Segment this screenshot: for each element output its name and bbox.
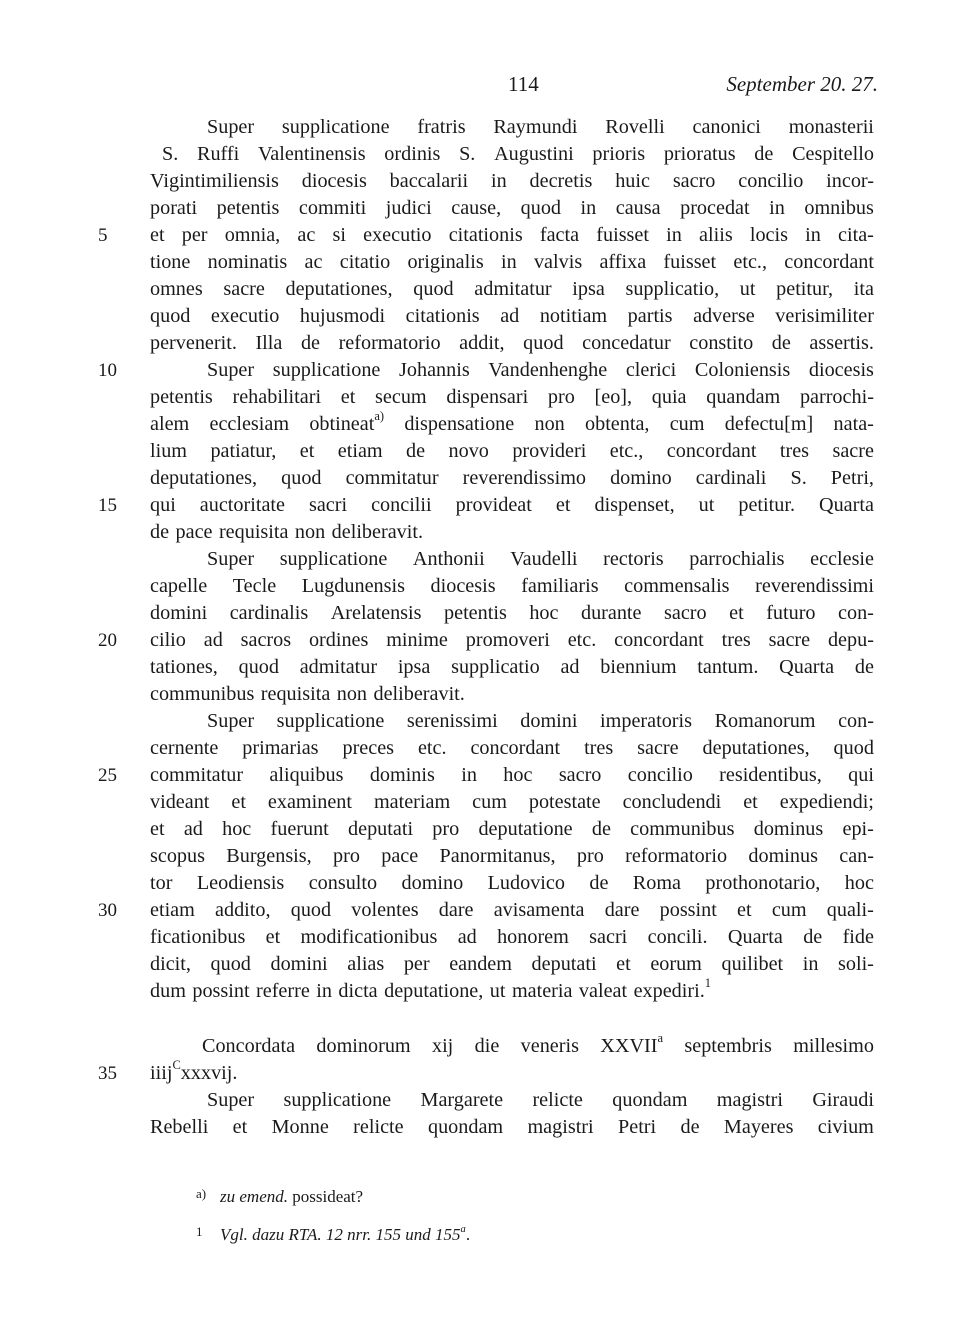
text-line: Rebelli et Monne relicte quondam magistri Petri de Mayeres civium: [150, 1116, 874, 1138]
text-line: 10 Super supplicatione Johannis Vandenhenghe clerici Coloniensis diocesis: [150, 357, 874, 384]
text-line: pervenerit. Illa de reformatorio addit, quod concedatur constito de assertis.: [150, 332, 874, 354]
text-line: Super supplicatione serenissimi domini imperatoris Romanorum con-: [207, 710, 874, 732]
text-line: deputationes, quod commitatur reverendissimo domino cardinali S. Petri,: [150, 467, 874, 489]
text-line: dicit, quod domini alias per eandem deputati et eorum quilibet in soli-: [150, 953, 874, 975]
text-line: quod executio hujusmodi citationis ad notitiam partis adverse verisimiliter: [150, 305, 874, 327]
text-line: 20 cilio ad sacros ordines minime promoveri etc. concordant tres sacre depu-: [150, 627, 874, 654]
text-line: tione nominatis ac citatio originalis in valvis affixa fuisset etc., concordant: [150, 251, 874, 273]
text-line: de pace requisita non deliberavit.: [150, 521, 424, 543]
text-line: domini cardinalis Arelatensis petentis hoc durante sacro et futuro con-: [150, 602, 874, 624]
text-line: ficationibus et modificationibus ad honorem sacri concili. Quarta de fide: [150, 926, 874, 948]
line-number: 5: [98, 225, 108, 246]
text-line: Super supplicatione Margarete relicte quondam magistri Giraudi: [207, 1089, 874, 1111]
text-line: S. Ruffi Valentinensis ordinis S. Augustini prioris prioratus de Cespitello: [162, 143, 874, 165]
line-number: 35: [98, 1063, 117, 1084]
text-line: capelle Tecle Lugdunensis diocesis familiaris commensalis reverendissimi: [150, 575, 874, 597]
line-number: 10: [98, 360, 117, 381]
footnote-text: possideat?: [287, 1187, 364, 1206]
line-number: 15: [98, 495, 117, 516]
footnote-italic: Vgl. dazu RTA. 12 nrr. 155 und 155$^a$: [220, 1223, 466, 1244]
text-line: Vigintimiliensis diocesis baccalarii in decretis huic sacro concilio incor-: [150, 170, 874, 192]
body-text: [98, 114, 874, 1141]
page-number: 114: [508, 72, 539, 96]
line-number: 30: [98, 900, 117, 921]
text-line: 30 etiam addito, quod volentes dare avisamenta dare possint et cum quali-: [150, 897, 874, 924]
footnote-italic: zu emend.: [220, 1187, 288, 1206]
text-line: 25 commitatur aliquibus dominis in hoc sacro concilio residentibus, qui: [150, 762, 874, 789]
text-line: lium patiatur, et etiam de novo provideri etc., concordant tres sacre: [150, 440, 874, 462]
footnotes: [196, 1182, 796, 1258]
text-line: videant et examinent materiam cum potestate concludendi et expediendi;: [150, 791, 874, 813]
footnote-mark: a): [196, 1186, 207, 1201]
text-line: communibus requisita non deliberavit.: [150, 683, 465, 705]
page-header: [150, 72, 878, 102]
text-line: tationes, quod admitatur ipsa supplicatio ad biennium tantum. Quarta de: [150, 656, 874, 678]
text-line: Super supplicatione Anthonii Vaudelli rectoris parrochialis ecclesie: [207, 548, 874, 570]
text-line: dum possint referre in dicta deputatione, ut materia valeat expediri.$^1$: [150, 976, 712, 1002]
line-number: 25: [98, 765, 117, 786]
text-line: porati petentis commiti judici cause, quod in causa procedat in omnibus: [150, 197, 874, 219]
footnote-mark: 1: [196, 1224, 203, 1239]
text-line: cernente primarias preces etc. concordant tres sacre deputationes, quod: [150, 737, 874, 759]
text-line: alem ecclesiam obtineat$^{a)}$ dispensatione non obtenta, cum defectu[m] nata-: [150, 409, 874, 435]
text-line: omnes sacre deputationes, quod admitatur ipsa supplicatio, ut petitur, ita: [150, 278, 874, 300]
text-line: Concordata dominorum xij die veneris XXVII$^a$ septembris millesimo: [202, 1031, 874, 1057]
footnote: [196, 1182, 796, 1212]
text-line: Super supplicatione fratris Raymundi Rovelli canonici monasterii: [207, 116, 874, 138]
text-line: petentis rehabilitari et secum dispensari pro [eo], quia quandam parrochi-: [150, 386, 874, 408]
footnote: [196, 1220, 796, 1250]
line-number: 20: [98, 630, 117, 651]
text-line: 35 iiij$^C$xxxvij.: [150, 1060, 874, 1087]
text-line: scopus Burgensis, pro pace Panormitanus, pro reformatorio dominus can-: [150, 845, 874, 867]
footnote-text: .: [465, 1225, 471, 1244]
text-line: 15 qui auctoritate sacri concilii provideat et dispenset, ut petitur. Quarta: [150, 492, 874, 519]
text-line: tor Leodiensis consulto domino Ludovico de Roma prothonotario, hoc: [150, 872, 874, 894]
running-head: September 20. 27.: [726, 72, 878, 96]
text-line: et ad hoc fuerunt deputati pro deputatione de communibus dominus epi-: [150, 818, 874, 840]
text-line: 5 et per omnia, ac si executio citationis facta fuisset in aliis locis in cita-: [150, 222, 874, 249]
